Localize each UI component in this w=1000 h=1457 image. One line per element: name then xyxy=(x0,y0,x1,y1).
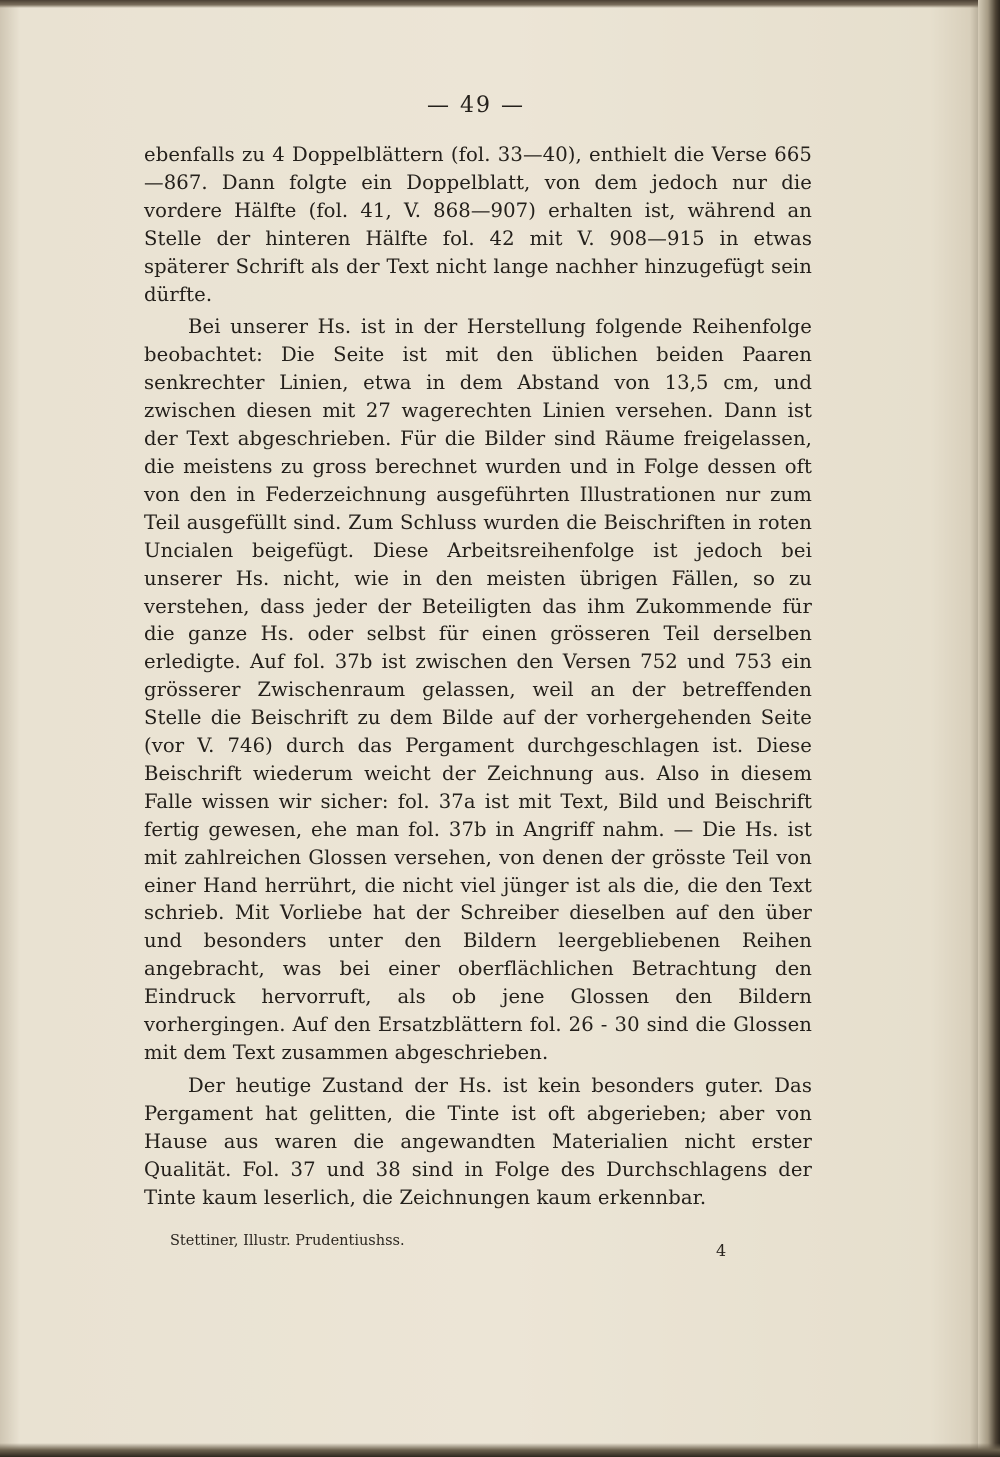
paragraph-production-order: Bei unserer Hs. ist in der Herstellung folgende Reihenfolge beobachtet: Die Seite ist mit den üblichen beiden Paaren senkrechter Linien, etwa in dem Abstand von 13,5 cm, und zwischen diesen mit 27 wagerechten Linien versehen. Dann ist der Text abgeschrieben. Für die Bilder sind Räume freigelassen, die meistens zu gross berechnet wurden und in Folge dessen oft von den in Federzeichnung ausgeführten Illustrationen nur zum Teil ausgefüllt sind. Zum Schluss wurden die Beischriften in roten Uncialen beigefügt. Diese Arbeitsreihenfolge ist jedoch bei unserer Hs. nicht, wie in den meisten übrigen Fällen, so zu verstehen, dass jeder der Beteiligten das ihm Zukommende für die ganze Hs. oder selbst für einen grösseren Teil derselben erledigte. Auf fol. 37b ist zwischen den Versen 752 und 753 ein grösserer Zwischenraum gelassen, weil an der betreffenden Stelle die Beischrift zu dem Bilde auf der vorhergehenden Seite (vor V. 746) durch das Pergament durchgeschlagen ist. Diese Beischrift wiederum weicht der Zeichnung aus. Also in diesem Falle wissen wir sicher: fol. 37a ist mit Text, Bild und Beischrift fertig gewesen, ehe man fol. 37b in Angriff nahm. — Die Hs. ist mit zahlreichen Glossen versehen, von denen der grösste Teil von einer Hand herrührt, die nicht viel jünger ist als die, die den Text schrieb. Mit Vorliebe hat der Schreiber dieselben auf den über und besonders unter den Bildern leergebliebenen Reihen angebracht, was bei einer oberflächlichen Betrachtung den Eindruck hervorruft, als ob jene Glossen den Bildern vorhergingen. Auf den Ersatzblättern fol. 26 - 30 sind die Glossen mit dem Text zusammen abgeschrieben. xyxy=(144,315,812,1064)
page-content xyxy=(144,86,812,1211)
signature-mark: 4 xyxy=(716,1241,727,1260)
paragraph-continuation: ebenfalls zu 4 Doppelblättern (fol. 33—40), enthielt die Verse 665—867. Dann folgte ein Doppelblatt, von dem jedoch nur die vordere Hälfte (fol. 41, V. 868—907) erhalten ist, während an Stelle der hinteren Hälfte fol. 42 mit V. 908—915 in etwas späterer Schrift als der Text nicht lange nachher hinzugefügt sein dürfte. xyxy=(144,143,812,306)
signature-line: Stettiner, Illustr. Prudentiushss. xyxy=(170,1233,405,1249)
book-binding-edge xyxy=(978,0,1000,1457)
page-footer xyxy=(170,1233,730,1260)
page-number: — 49 — xyxy=(427,93,525,118)
top-page-edge xyxy=(0,0,1000,8)
bottom-page-edge xyxy=(0,1443,1000,1457)
paragraph-condition: Der heutige Zustand der Hs. ist kein besonders guter. Das Pergament hat gelitten, die Tinte ist oft abgerieben; aber von Hause aus waren die angewandten Materialien nicht erster Qualität. Fol. 37 und 38 sind in Folge des Durchschlagens der Tinte kaum leserlich, die Zeichnungen kaum erkennbar. xyxy=(144,1073,812,1209)
